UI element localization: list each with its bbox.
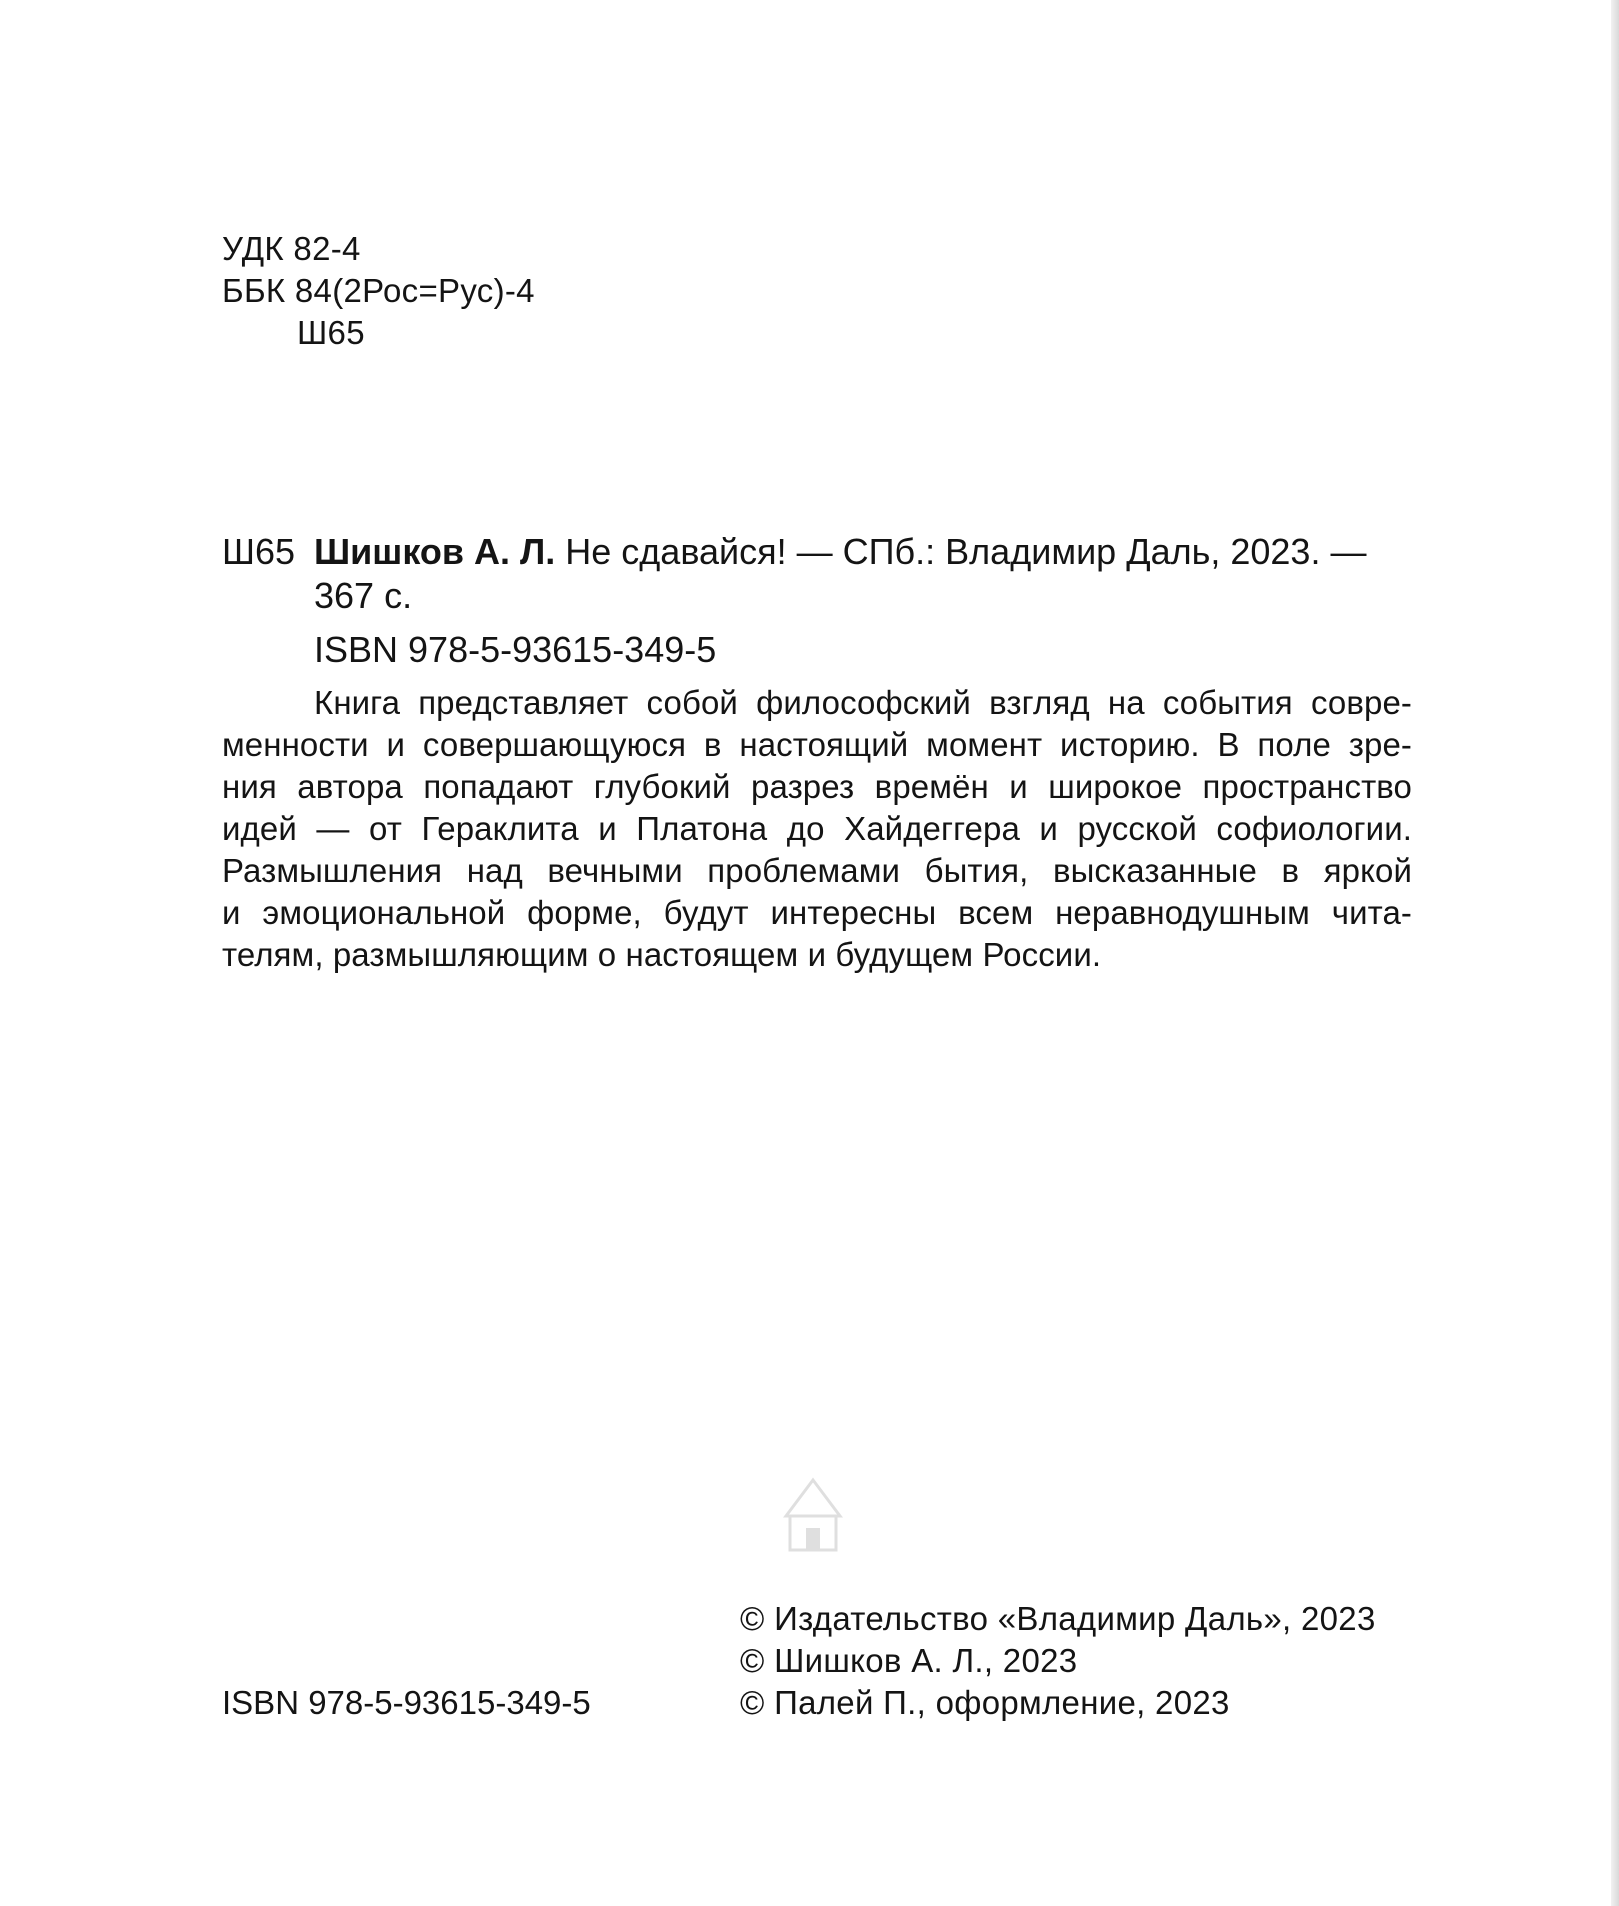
annotation-line: и эмоциональной форме, будут интересны всем неравнодушным чита- xyxy=(222,894,1412,931)
copyright-author: © Шишков А. Л., 2023 xyxy=(740,1642,1078,1679)
annotation-line: менности и совершающуюся в настоящий момент историю. В поле зре- xyxy=(222,726,1412,763)
bbk-code: ББК 84(2Рос=Рус)-4 xyxy=(222,272,535,309)
udk-code: УДК 82-4 xyxy=(222,230,361,267)
footer-isbn: ISBN 978-5-93615-349-5 xyxy=(222,1684,591,1721)
copyright-design: © Палей П., оформление, 2023 xyxy=(740,1684,1230,1721)
author-mark: Ш65 xyxy=(297,314,365,351)
biblio-isbn: ISBN 978-5-93615-349-5 xyxy=(314,629,717,670)
bibliographic-record xyxy=(222,530,1412,672)
annotation-line: телям, размышляющим о настоящем и будущем России. xyxy=(222,936,1102,973)
classification-block xyxy=(222,228,535,354)
biblio-main-line xyxy=(222,530,1412,574)
copyright-publisher: © Издательство «Владимир Даль», 2023 xyxy=(740,1600,1376,1637)
annotation-line: Размышления над вечными проблемами бытия, высказанные в яркой xyxy=(222,852,1412,889)
annotation-paragraph xyxy=(222,682,1412,976)
biblio-author: Шишков А. Л. xyxy=(314,531,556,572)
biblio-title-publisher: Не сдавайся! — СПб.: Владимир Даль, 2023. — xyxy=(565,531,1367,572)
copyright-block xyxy=(740,1598,1376,1724)
biblio-author-mark: Ш65 xyxy=(222,531,296,572)
publisher-logo-show-through-icon xyxy=(778,1476,848,1556)
page-edge-shadow xyxy=(1611,0,1619,1906)
biblio-pages: 367 с. xyxy=(314,575,413,616)
annotation-line: идей — от Гераклита и Платона до Хайдеггера и русской софиологии. xyxy=(222,810,1412,847)
annotation-line: ния автора попадают глубокий разрез времён и широкое пространство xyxy=(222,768,1412,805)
annotation-line: Книга представляет собой философский взгляд на события совре- xyxy=(314,684,1412,721)
